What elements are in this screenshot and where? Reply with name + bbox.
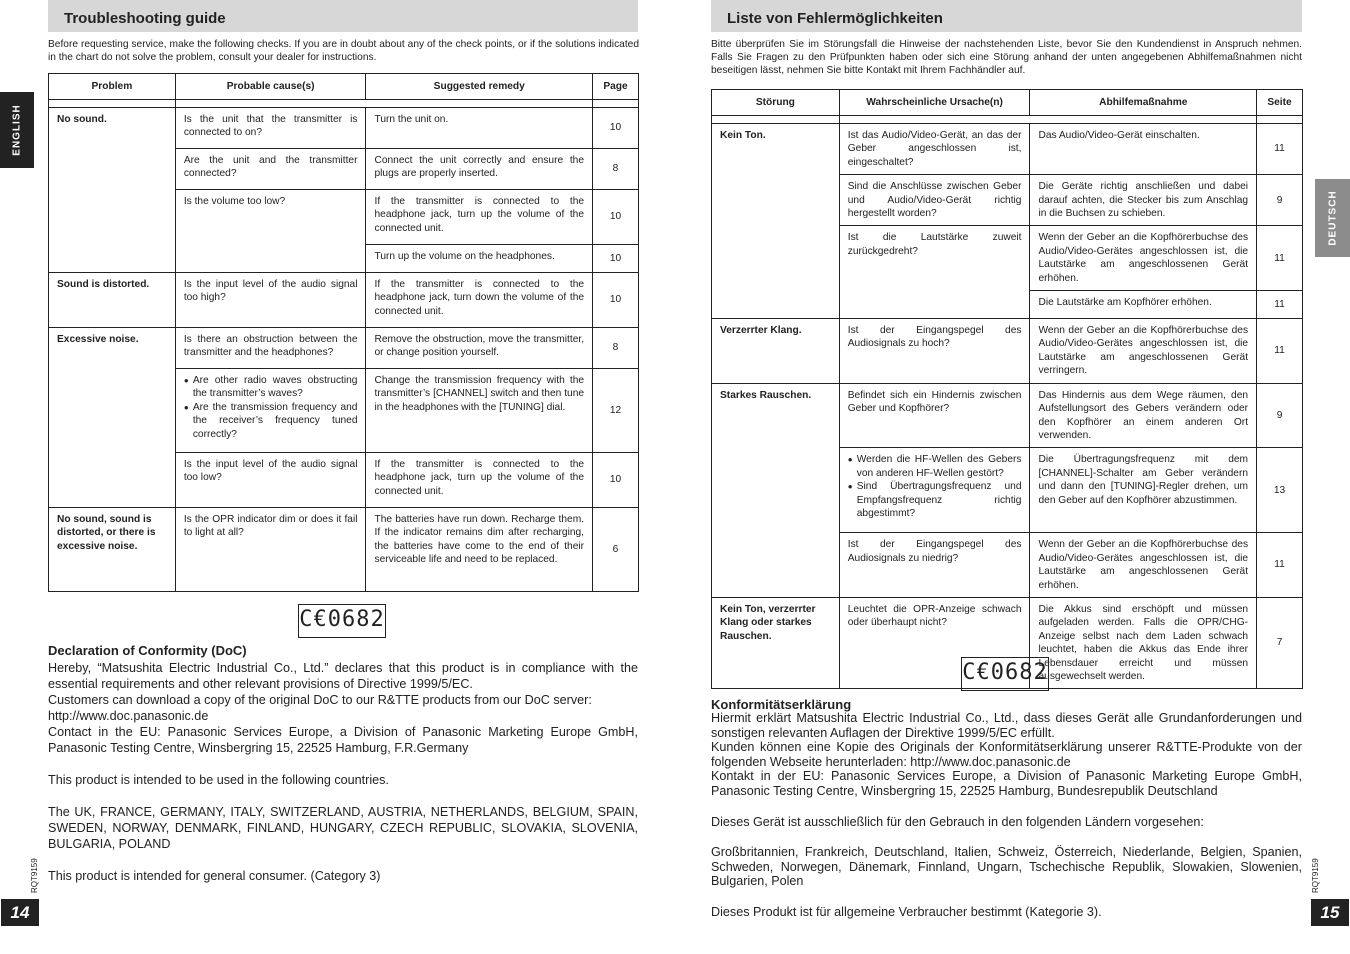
table-row [49, 108, 639, 149]
troubleshooting-table [711, 89, 1303, 689]
remedy-cell: Wenn der Geber an die Kopfhörerbuchse des Audio/Video-Gerätes angeschlossen ist, die Lautstärke am angeschlossenen Gerät erhöhen. [1030, 533, 1257, 598]
page-cell: 10 [593, 190, 639, 245]
doc-title: Konformitätserklärung [711, 697, 852, 712]
doc-paragraph: Customers can download a copy of the original DoC to our R&TTE products from our DoC server: [48, 693, 592, 707]
table-header-row [712, 90, 1303, 116]
intro-text: Before requesting service, make the following checks. If you are in doubt about any of the check points, or if the solutions indicated in the chart do not solve the problem, consult your dealer for instructions. [48, 39, 639, 63]
problem-cell: Kein Ton. [712, 124, 840, 319]
page-cell: 8 [593, 149, 639, 190]
page-cell: 11 [1257, 291, 1303, 319]
doc-body [48, 660, 638, 884]
doc-url: http://www.doc.panasonic.de [48, 709, 209, 723]
table-row [49, 273, 639, 328]
remedy-cell: Die Geräte richtig anschließen und dabei darauf achten, die Stecker bis zum Anschlag in die Buchsen zu schieben. [1030, 175, 1257, 226]
page-cell: 6 [593, 508, 639, 592]
remedy-cell: Die Lautstärke am Kopfhörer erhöhen. [1030, 291, 1257, 319]
remedy-cell: Turn up the volume on the headphones. [366, 245, 593, 273]
doc-paragraph: Hiermit erklärt Matsushita Electric Industrial Co., Ltd., dass dieses Gerät alle Grundanforderungen und sonstigen relevanten Auflagen der Direktive 1999/5/EC erfüllt. [711, 711, 1302, 740]
section-title: Troubleshooting guide [48, 0, 638, 32]
page-cell: 12 [593, 369, 639, 453]
header-cause: Probable cause(s) [175, 74, 366, 100]
cause-bullet: ● Are other radio waves obstructing the transmitter’s waves? [184, 374, 358, 401]
language-tab-english: ENGLISH [0, 92, 34, 168]
doc-paragraph: Contact in the EU: Panasonic Services Europe, a Division of Panasonic Marketing Europe GmbH, Panasonic Testing Centre, Winsbergring 15, 22525 Hamburg, F.R.Germany [48, 725, 638, 755]
country-list: The UK, FRANCE, GERMANY, ITALY, SWITZERLAND, AUSTRIA, NETHERLANDS, BELGIUM, SPAIN, SWEDEN, NORWAY, DENMARK, FINLAND, HUNGARY, CZECH REPUBLIC, SLOVAKIA, SLOVENIA, BULGARIA, POLAND [48, 805, 638, 851]
page-cell: 11 [1257, 226, 1303, 291]
remedy-cell: If the transmitter is connected to the headphone jack, turn up the volume of the connected unit. [366, 190, 593, 245]
page-cell: 10 [593, 245, 639, 273]
remedy-cell: Wenn der Geber an die Kopfhörerbuchse des Audio/Video-Gerätes angeschlossen ist, die Lautstärke am angeschlossenen Gerät erhöhen. [1030, 226, 1257, 291]
header-remedy: Abhilfemaßnahme [1030, 90, 1257, 116]
remedy-cell: Die Übertragungsfrequenz mit dem [CHANNEL]-Schalter am Geber verändern und dann den [TUNING]-Regler drehen, um den Geber auf den Kopfhörer abzustimmen. [1030, 448, 1257, 533]
cause-cell: Befindet sich ein Hindernis zwischen Geber und Kopfhörer? [839, 383, 1030, 448]
page-cell: 7 [1257, 597, 1303, 688]
cause-cell: Ist das Audio/Video-Gerät, an das der Geber angeschlossen ist, eingeschaltet? [839, 124, 1030, 175]
cause-cell: Is the input level of the audio signal too low? [175, 453, 366, 508]
remedy-cell: Wenn der Geber an die Kopfhörerbuchse des Audio/Video-Gerätes angeschlossen ist, die Lautstärke am angeschlossenen Gerät verringern. [1030, 319, 1257, 384]
cause-cell: Ist der Eingangspegel des Audiosignals zu hoch? [839, 319, 1030, 384]
page-number: 15 [1311, 899, 1349, 926]
cause-bullet: ● Werden die HF-Wellen des Gebers von anderen HF-Wellen gestört? [848, 453, 1022, 480]
remedy-cell: Die Akkus sind erschöpft und müssen aufgeladen werden. Falls die OPR/CHG-Anzeige selbst nach dem Laden schwach leuchtet, haben die Akkus das Ende ihrer Lebensdauer erreicht und müssen ausgewechselt werden. [1030, 597, 1257, 688]
page-cell: 11 [1257, 319, 1303, 384]
page-cell: 11 [1257, 124, 1303, 175]
header-remedy: Suggested remedy [366, 74, 593, 100]
remedy-cell: The batteries have run down. Recharge them. If the indicator remains dim after recharging, the batteries have come to the end of their serviceable life and need to be replaced. [366, 508, 593, 592]
table-row [712, 383, 1303, 448]
intro-text: Bitte überprüfen Sie im Störungsfall die Hinweise der nachstehenden Liste, bevor Sie den Kundendienst in Anspruch nehmen. Falls Sie Fragen zu den Prüfpunkten haben oder sich eine Störung anhand der unten angegebenen Abhilfemaßnahmen nicht beseitigen lässt, nehmen Sie bitte Kontakt mit Ihrem Fachhändler auf. [711, 39, 1302, 76]
cause-cell [175, 369, 366, 453]
header-problem: Problem [49, 74, 176, 100]
cause-cell: Ist die Lautstärke zuweit zurückgedreht? [839, 226, 1030, 319]
cause-cell: Ist der Eingangspegel des Audiosignals zu niedrig? [839, 533, 1030, 598]
page-cell: 9 [1257, 175, 1303, 226]
doc-paragraph: Dieses Gerät ist ausschließlich für den Gebrauch in den folgenden Ländern vorgesehen: [711, 814, 1204, 829]
page-cell: 10 [593, 453, 639, 508]
remedy-cell: Turn the unit on. [366, 108, 593, 149]
problem-cell: No sound. [49, 108, 176, 273]
table-row [49, 508, 639, 592]
table-row [712, 319, 1303, 384]
cause-cell: Is the input level of the audio signal too high? [175, 273, 366, 328]
cause-cell: Is the OPR indicator dim or does it fail to light at all? [175, 508, 366, 592]
section-title: Liste von Fehlermöglichkeiten [711, 0, 1302, 32]
problem-cell: Starkes Rauschen. [712, 383, 840, 597]
cause-cell: Is the unit that the transmitter is connected to on? [175, 108, 366, 149]
cause-bullet: ● Are the transmission frequency and the receiver’s frequency tuned correctly? [184, 401, 358, 441]
country-list: Großbritannien, Frankreich, Deutschland, Italien, Schweiz, Österreich, Niederlande, Belgien, Spanien, Schweden, Norwegen, Dänemark, Finnland, Ungarn, Tschechische Republik, Slowakien, Slowenien, Bulgarien, Polen [711, 845, 1302, 889]
doc-paragraph: Hereby, “Matsushita Electric Industrial Co., Ltd.” declares that this product is in compliance with the essential requirements and other relevant provisions of Directive 1999/5/EC. [48, 661, 638, 691]
remedy-cell: Remove the obstruction, move the transmitter, or change position yourself. [366, 328, 593, 369]
problem-cell: Excessive noise. [49, 328, 176, 508]
doc-id: RQT9159 [30, 858, 39, 893]
table-row [712, 124, 1303, 175]
page-cell: 8 [593, 328, 639, 369]
remedy-cell: If the transmitter is connected to the headphone jack, turn down the volume of the connected unit. [366, 273, 593, 328]
ce-mark: C€0682 [961, 657, 1049, 691]
cause-cell: Is the volume too low? [175, 190, 366, 273]
page-cell: 13 [1257, 448, 1303, 533]
page-cell: 11 [1257, 533, 1303, 598]
doc-paragraph: Dieses Produkt ist für allgemeine Verbraucher bestimmt (Kategorie 3). [711, 904, 1102, 919]
doc-paragraph: This product is intended for general consumer. (Category 3) [48, 869, 381, 883]
cause-bullet-list [184, 374, 358, 441]
doc-id: RQT9159 [1311, 858, 1320, 893]
problem-cell: No sound, sound is distorted, or there is excessive noise. [49, 508, 176, 592]
doc-title: Declaration of Conformity (DoC) [48, 643, 247, 658]
doc-paragraph: Kunden können eine Kopie des Originals der Konformitätserklärung unserer R&TTE-Produkte von der folgenden Webseite herunterladen: http://www.doc.panasonic.de [711, 740, 1302, 769]
header-page: Page [593, 74, 639, 100]
table-row [49, 328, 639, 369]
header-cause: Wahrscheinliche Ursache(n) [839, 90, 1030, 116]
page-number: 14 [1, 899, 39, 926]
header-page: Seite [1257, 90, 1303, 116]
page-cell: 9 [1257, 383, 1303, 448]
troubleshooting-table [48, 73, 639, 592]
cause-bullet-list [848, 453, 1022, 520]
remedy-cell: If the transmitter is connected to the headphone jack, turn up the volume of the connected unit. [366, 453, 593, 508]
cause-bullet: ● Sind Übertragungsfrequenz und Empfangsfrequenz richtig abgestimmt? [848, 480, 1022, 520]
remedy-cell: Change the transmission frequency with the transmitter’s [CHANNEL] switch and then tune in the headphones with the [TUNING] dial. [366, 369, 593, 453]
doc-paragraph: Kontakt in der EU: Panasonic Services Europe, a Division of Panasonic Marketing Europe GmbH, Panasonic Testing Centre, Winsbergring 15, 22525 Hamburg, Bundesrepublik Deutschland [711, 769, 1302, 798]
cause-cell: Leuchtet die OPR-Anzeige schwach oder überhaupt nicht? [839, 597, 1030, 688]
cause-cell [839, 448, 1030, 533]
ce-mark: C€0682 [298, 604, 386, 638]
cause-cell: Are the unit and the transmitter connected? [175, 149, 366, 190]
problem-cell: Sound is distorted. [49, 273, 176, 328]
doc-body [711, 711, 1302, 920]
problem-cell: Verzerrter Klang. [712, 319, 840, 384]
problem-cell: Kein Ton, verzerrter Klang oder starkes Rauschen. [712, 597, 840, 688]
page-cell: 10 [593, 108, 639, 149]
cause-cell: Sind die Anschlüsse zwischen Geber und Audio/Video-Gerät richtig hergestellt worden? [839, 175, 1030, 226]
table-header-row [49, 74, 639, 100]
remedy-cell: Das Audio/Video-Gerät einschalten. [1030, 124, 1257, 175]
remedy-cell: Das Hindernis aus dem Wege räumen, den Aufstellungsort des Gebers verändern oder den Kopfhörer an einem anderen Ort verwenden. [1030, 383, 1257, 448]
cause-cell: Is there an obstruction between the transmitter and the headphones? [175, 328, 366, 369]
header-problem: Störung [712, 90, 840, 116]
language-tab-deutsch: DEUTSCH [1315, 179, 1350, 257]
doc-paragraph: This product is intended to be used in the following countries. [48, 773, 389, 787]
page-cell: 10 [593, 273, 639, 328]
remedy-cell: Connect the unit correctly and ensure the plugs are properly inserted. [366, 149, 593, 190]
page-right [675, 0, 1350, 954]
